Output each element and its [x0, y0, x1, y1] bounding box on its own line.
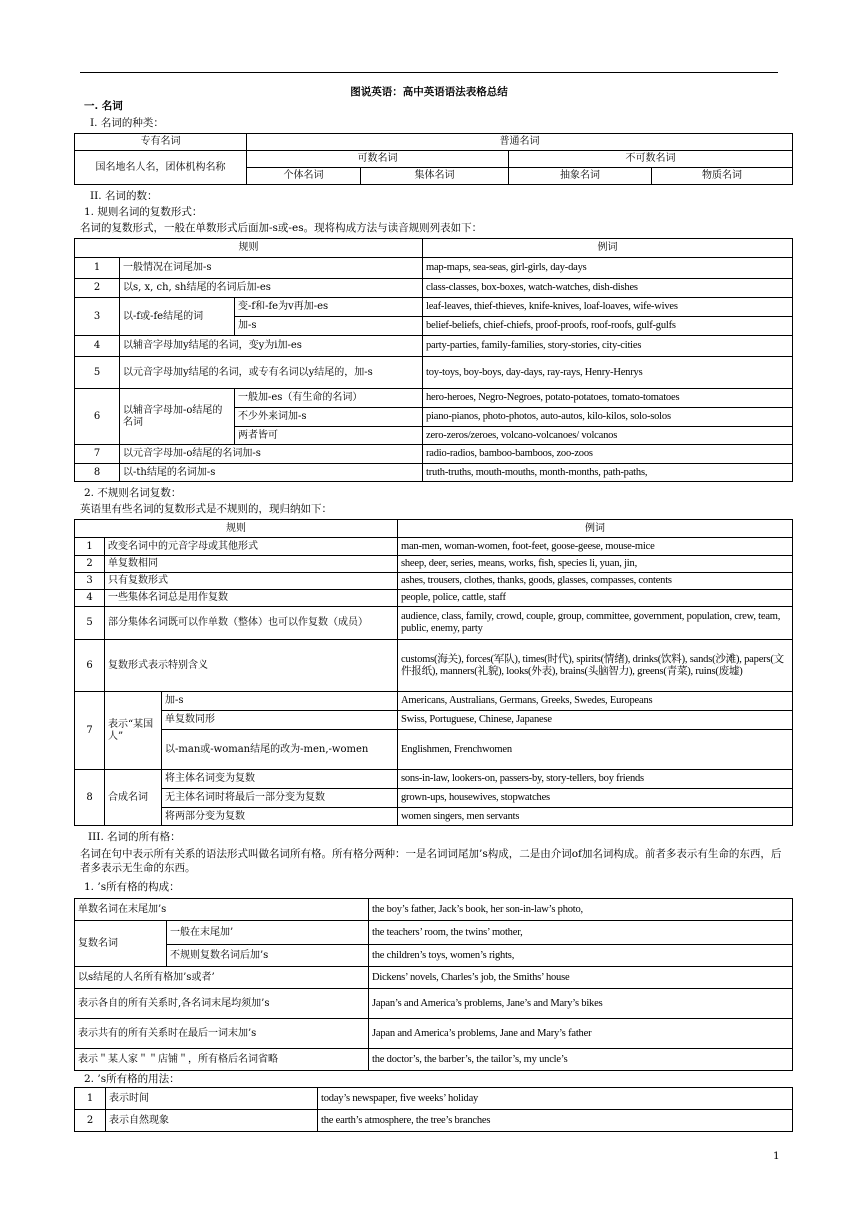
- rule-cell: 表示“某国人”: [105, 692, 162, 770]
- example-cell: radio-radios, bamboo-bamboos, zoo-zoos: [423, 445, 793, 464]
- subheading-irregular-plural: 2. 不规则名词复数：: [84, 487, 182, 499]
- rule-header: 规则: [75, 239, 423, 258]
- row-number: 7: [75, 445, 120, 464]
- rule-cell: 表示自然现象: [106, 1110, 318, 1132]
- rule-cell: 单数名词在末尾加’s: [75, 899, 369, 921]
- table-row: [75, 921, 793, 945]
- rule-cell: 表示时间: [106, 1088, 318, 1110]
- rule-cell: 表示共有的所有关系时在最后一词末加’s: [75, 1019, 369, 1049]
- example-cell: Dickens’ novels, Charles’s job, the Smiths’ house: [369, 967, 793, 989]
- table-row: [75, 298, 793, 317]
- sub-rule-cell: 加-s: [162, 692, 398, 711]
- row-number: 7: [75, 692, 105, 770]
- table-row: [75, 538, 793, 556]
- example-cell: hero-heroes, Negro-Negroes, potato-potatoes, tomato-tomatoes: [423, 389, 793, 408]
- example-cell: party-parties, family-families, story-stories, city-cities: [423, 336, 793, 357]
- rule-header: 规则: [75, 520, 398, 538]
- example-cell: piano-pianos, photo-photos, auto-autos, kilo-kilos, solo-solos: [423, 408, 793, 427]
- rule-cell: 以s结尾的人名所有格加’s或者’: [75, 967, 369, 989]
- row-number: 8: [75, 770, 105, 826]
- rule-cell: 以元音字母加-o结尾的名词加-s: [120, 445, 423, 464]
- table-row: [75, 945, 793, 967]
- row-number: 2: [75, 556, 105, 573]
- example-cell: Japan and America’s problems, Jane and Mary’s father: [369, 1019, 793, 1049]
- row-number: 4: [75, 590, 105, 607]
- table-row: [75, 279, 793, 298]
- example-cell: grown-ups, housewives, stopwatches: [398, 789, 793, 808]
- row-number: 3: [75, 573, 105, 590]
- table-row: [75, 692, 793, 711]
- example-cell: Swiss, Portuguese, Chinese, Japanese: [398, 711, 793, 730]
- rule-cell: 以辅音字母加-o结尾的名词: [120, 389, 235, 445]
- example-cell: sons-in-law, lookers-on, passers-by, story-tellers, boy friends: [398, 770, 793, 789]
- possessive-desc: 名词在句中表示所有关系的语法形式叫做名词所有格。所有格分两种：一是名词词尾加’s构成，二是由介词of加名词构成。前者多表示有生命的东西，后者多表示无生命的东西。: [80, 848, 782, 874]
- table-row: [75, 899, 793, 921]
- regular-plural-desc: 名词的复数形式，一般在单数形式后面加-s或-es。现将构成方法与读音规则列表如下：: [80, 222, 483, 234]
- subheading-noun-kinds: I. 名词的种类：: [90, 117, 164, 129]
- example-cell: the children’s toys, women’s rights,: [369, 945, 793, 967]
- example-cell: Japan’s and America’s problems, Jane’s and Mary’s bikes: [369, 989, 793, 1019]
- rule-cell: 以辅音字母加y结尾的名词，变y为i加-es: [120, 336, 423, 357]
- irregular-plural-desc: 英语里有些名词的复数形式是不规则的，现归纳如下：: [80, 503, 332, 515]
- uncountable-header: 不可数名词: [509, 151, 793, 168]
- rule-cell: 部分集体名词既可以作单数（整体）也可以作复数（成员）: [105, 607, 398, 640]
- subheading-noun-number: II. 名词的数：: [90, 190, 158, 202]
- row-number: 8: [75, 464, 120, 482]
- rule-cell: 以元音字母加y结尾的名词，或专有名词以y结尾的，加-s: [120, 357, 423, 389]
- subheading-possessive-usage: 2. ’s所有格的用法：: [84, 1073, 180, 1085]
- sub-rule-cell: 将两部分变为复数: [162, 808, 398, 826]
- row-number: 2: [75, 1110, 106, 1132]
- rule-cell: 以-th结尾的名词加-s: [120, 464, 423, 482]
- example-cell: the teachers’ room, the twins’ mother,: [369, 921, 793, 945]
- noun-kinds-table: [74, 133, 793, 185]
- collective-noun: 集体名词: [361, 168, 509, 185]
- example-cell: the earth’s atmosphere, the tree’s branches: [318, 1110, 793, 1132]
- example-cell: toy-toys, boy-boys, day-days, ray-rays, Henry-Henrys: [423, 357, 793, 389]
- table-row: [75, 730, 793, 770]
- example-cell: zero-zeros/zeroes, volcano-volcanoes/ volcanos: [423, 427, 793, 445]
- subheading-possessive-form: 1. ’s所有格的构成：: [84, 881, 180, 893]
- table-row: [75, 1088, 793, 1110]
- example-cell: audience, class, family, crowd, couple, group, committee, government, population, crew, team, public, enemy, party: [398, 607, 793, 640]
- sub-rule-cell: 以-man或-woman结尾的改为-men,-women: [162, 730, 398, 770]
- example-cell: people, police, cattle, staff: [398, 590, 793, 607]
- sub-rule-cell: 一般加-es（有生命的名词）: [235, 389, 423, 408]
- row-number: 5: [75, 607, 105, 640]
- document-title: 图说英语：高中英语语法表格总结: [350, 86, 508, 98]
- example-cell: map-maps, sea-seas, girl-girls, day-days: [423, 258, 793, 279]
- rule-cell: 以s, x, ch, sh结尾的名词后加-es: [120, 279, 423, 298]
- example-cell: ashes, trousers, clothes, thanks, goods, glasses, compasses, contents: [398, 573, 793, 590]
- irregular-plural-table: [74, 519, 793, 826]
- example-cell: truth-truths, mouth-mouths, month-months, path-paths,: [423, 464, 793, 482]
- rule-cell: 改变名词中的元音字母或其他形式: [105, 538, 398, 556]
- rule-cell: 一些集体名词总是用作复数: [105, 590, 398, 607]
- rule-cell: 复数名词: [75, 921, 167, 967]
- subheading-possessive: III. 名词的所有格：: [88, 831, 181, 843]
- countable-header: 可数名词: [247, 151, 509, 168]
- row-number: 5: [75, 357, 120, 389]
- sub-rule-cell: 变-f和-fe为v再加-es: [235, 298, 423, 317]
- table-row: [75, 556, 793, 573]
- table-row: [75, 770, 793, 789]
- regular-plural-table: [74, 238, 793, 482]
- sub-rule-cell: 将主体名词变为复数: [162, 770, 398, 789]
- rule-cell: 合成名词: [105, 770, 162, 826]
- example-cell: belief-beliefs, chief-chiefs, proof-proofs, roof-roofs, gulf-gulfs: [423, 317, 793, 336]
- abstract-noun: 抽象名词: [509, 168, 652, 185]
- header-rule: [80, 72, 778, 73]
- table-row: [75, 607, 793, 640]
- example-header: 例词: [423, 239, 793, 258]
- rule-cell: 单复数相同: [105, 556, 398, 573]
- example-header: 例词: [398, 520, 793, 538]
- table-row: [75, 389, 793, 408]
- example-cell: the boy’s father, Jack’s book, her son-in-law’s photo,: [369, 899, 793, 921]
- row-number: 3: [75, 298, 120, 336]
- table-row: [75, 711, 793, 730]
- rule-cell: 复数形式表示特别含义: [105, 640, 398, 692]
- possessive-usage-table: [74, 1087, 793, 1132]
- table-row: [75, 640, 793, 692]
- proper-noun-desc: 国名地名人名，团体机构名称: [75, 151, 247, 185]
- example-cell: today’s newspaper, five weeks’ holiday: [318, 1088, 793, 1110]
- row-number: 1: [75, 1088, 106, 1110]
- example-cell: Englishmen, Frenchwomen: [398, 730, 793, 770]
- table-row: [75, 573, 793, 590]
- table-row: [75, 357, 793, 389]
- sub-rule-cell: 一般在末尾加’: [167, 921, 369, 945]
- sub-rule-cell: 加-s: [235, 317, 423, 336]
- example-cell: sheep, deer, series, means, works, fish, species li, yuan, jin,: [398, 556, 793, 573]
- table-row: [75, 1019, 793, 1049]
- proper-noun-header: 专有名词: [75, 134, 247, 151]
- row-number: 1: [75, 258, 120, 279]
- row-number: 4: [75, 336, 120, 357]
- material-noun: 物质名词: [652, 168, 793, 185]
- example-cell: Americans, Australians, Germans, Greeks, Swedes, Europeans: [398, 692, 793, 711]
- example-cell: customs(海关), forces(军队), times(时代), spirits(情绪), drinks(饮料), sands(沙滩), papers(文件报纸), manners(礼貌), looks(外表), brains(头脑智力), greens(青菜), ruins(废墟): [398, 640, 793, 692]
- table-row: [75, 464, 793, 482]
- example-cell: leaf-leaves, thief-thieves, knife-knives, loaf-loaves, wife-wives: [423, 298, 793, 317]
- example-cell: class-classes, box-boxes, watch-watches, dish-dishes: [423, 279, 793, 298]
- table-row: [75, 336, 793, 357]
- table-row: [75, 445, 793, 464]
- rule-cell: 一般情况在词尾加-s: [120, 258, 423, 279]
- page-number: 1: [773, 1150, 780, 1162]
- example-cell: women singers, men servants: [398, 808, 793, 826]
- section-heading-nouns: 一. 名词: [84, 100, 123, 112]
- row-number: 2: [75, 279, 120, 298]
- rule-cell: 只有复数形式: [105, 573, 398, 590]
- table-row: [75, 590, 793, 607]
- example-cell: the doctor’s, the barber’s, the tailor’s, my uncle’s: [369, 1049, 793, 1071]
- rule-cell: 以-f或-fe结尾的词: [120, 298, 235, 336]
- sub-rule-cell: 不少外来词加-s: [235, 408, 423, 427]
- row-number: 6: [75, 389, 120, 445]
- example-cell: man-men, woman-women, foot-feet, goose-geese, mouse-mice: [398, 538, 793, 556]
- subheading-regular-plural: 1. 规则名词的复数形式：: [84, 206, 203, 218]
- table-row: [75, 989, 793, 1019]
- possessive-form-table: [74, 898, 793, 1071]
- sub-rule-cell: 两者皆可: [235, 427, 423, 445]
- row-number: 1: [75, 538, 105, 556]
- table-row: [75, 789, 793, 808]
- individual-noun: 个体名词: [247, 168, 361, 185]
- sub-rule-cell: 不规则复数名词后加’s: [167, 945, 369, 967]
- table-row: [75, 808, 793, 826]
- table-row: [75, 1110, 793, 1132]
- row-number: 6: [75, 640, 105, 692]
- common-noun-header: 普通名词: [247, 134, 793, 151]
- sub-rule-cell: 无主体名词时将最后一部分变为复数: [162, 789, 398, 808]
- table-row: [75, 1049, 793, 1071]
- sub-rule-cell: 单复数同形: [162, 711, 398, 730]
- table-row: [75, 258, 793, 279]
- table-row: [75, 967, 793, 989]
- rule-cell: 表示＂某人家＂＂店铺＂，所有格后名词省略: [75, 1049, 369, 1071]
- rule-cell: 表示各自的所有关系时,各名词末尾均须加’s: [75, 989, 369, 1019]
